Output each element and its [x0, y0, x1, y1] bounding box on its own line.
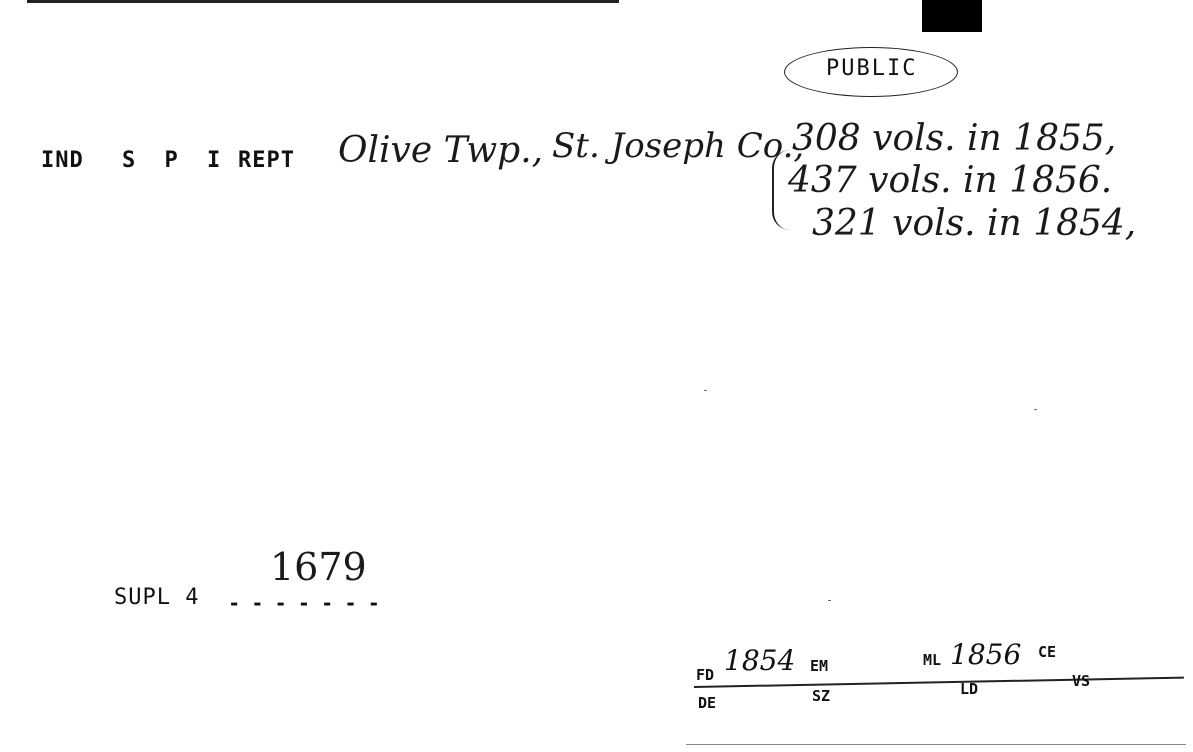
volume-entry-1854: 321 vols. in 1854, — [812, 203, 1137, 244]
bottom-edge-line — [686, 744, 1186, 745]
ld-label: LD — [960, 680, 979, 698]
speck — [1034, 409, 1037, 410]
vs-label: VS — [1072, 672, 1091, 690]
ml-value: 1856 — [950, 638, 1022, 671]
fd-value: 1854 — [724, 644, 796, 677]
public-stamp-label: PUBLIC — [826, 56, 918, 81]
em-label: EM — [810, 657, 829, 675]
de-label: DE — [698, 694, 717, 712]
volume-entry-1855: 308 vols. in 1855, — [792, 118, 1117, 159]
record-type: S P I — [122, 148, 229, 173]
county-name: St. Joseph Co., — [552, 126, 805, 166]
ml-label: ML — [923, 651, 942, 669]
place-name: Olive Twp., — [338, 130, 544, 171]
supplement-label: SUPL 4 — [114, 585, 200, 610]
state-code: IND — [41, 148, 84, 173]
sz-label: SZ — [812, 687, 831, 705]
black-tab-marker — [922, 0, 982, 32]
speck — [704, 390, 707, 391]
supplement-number: 1679 — [270, 545, 367, 589]
top-border-line — [27, 0, 619, 3]
volume-entry-1856: 437 vols. in 1856. — [788, 160, 1113, 201]
fd-label: FD — [696, 666, 715, 684]
speck — [828, 600, 831, 601]
form-rule — [694, 677, 1184, 688]
record-kind: REPT — [238, 148, 295, 173]
supplement-dash-line: - - - - - - - — [230, 591, 382, 615]
ce-label: CE — [1038, 643, 1057, 661]
